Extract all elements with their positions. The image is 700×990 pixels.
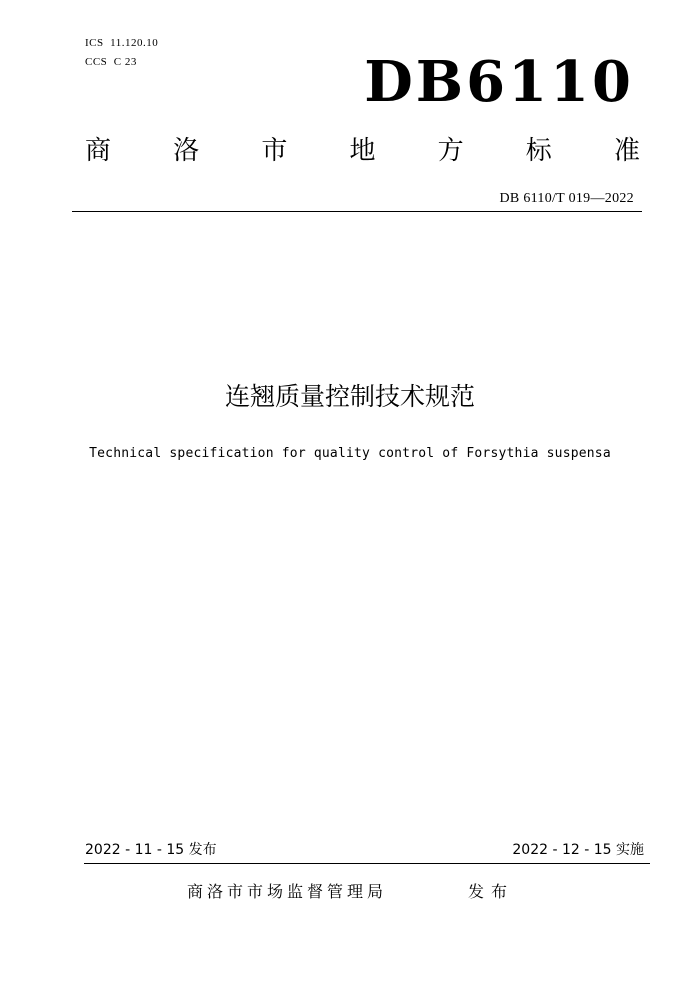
issue-label: 发布 bbox=[468, 882, 515, 901]
issuing-authority: 商洛市市场监督管理局 bbox=[187, 882, 388, 901]
standard-type-char: 准 bbox=[613, 136, 640, 166]
footer-divider bbox=[84, 863, 650, 864]
standard-type-char: 洛 bbox=[173, 136, 200, 166]
document-title-english: Technical specification for quality control of Forsythia suspensa bbox=[89, 446, 611, 461]
standard-type-title bbox=[85, 138, 640, 164]
standard-type-char: 地 bbox=[349, 136, 376, 166]
standard-number: DB 6110/T 019—2022 bbox=[499, 191, 634, 206]
standard-type-char: 方 bbox=[437, 136, 464, 166]
standard-type-char: 标 bbox=[525, 136, 552, 166]
document-title: 连翘质量控制技术规范 bbox=[224, 382, 475, 411]
issue-date: 2022 - 11 - 15 发布 bbox=[85, 842, 217, 858]
ccs-code: CCS C 23 bbox=[85, 56, 137, 68]
ics-code: ICS 11.120.10 bbox=[85, 37, 159, 49]
header-divider bbox=[72, 211, 642, 212]
standard-type-char: 市 bbox=[261, 136, 288, 166]
standard-code-logo: DB6110 bbox=[364, 49, 634, 115]
standard-type-char: 商 bbox=[85, 136, 112, 166]
implementation-date: 2022 - 12 - 15 实施 bbox=[512, 842, 644, 858]
